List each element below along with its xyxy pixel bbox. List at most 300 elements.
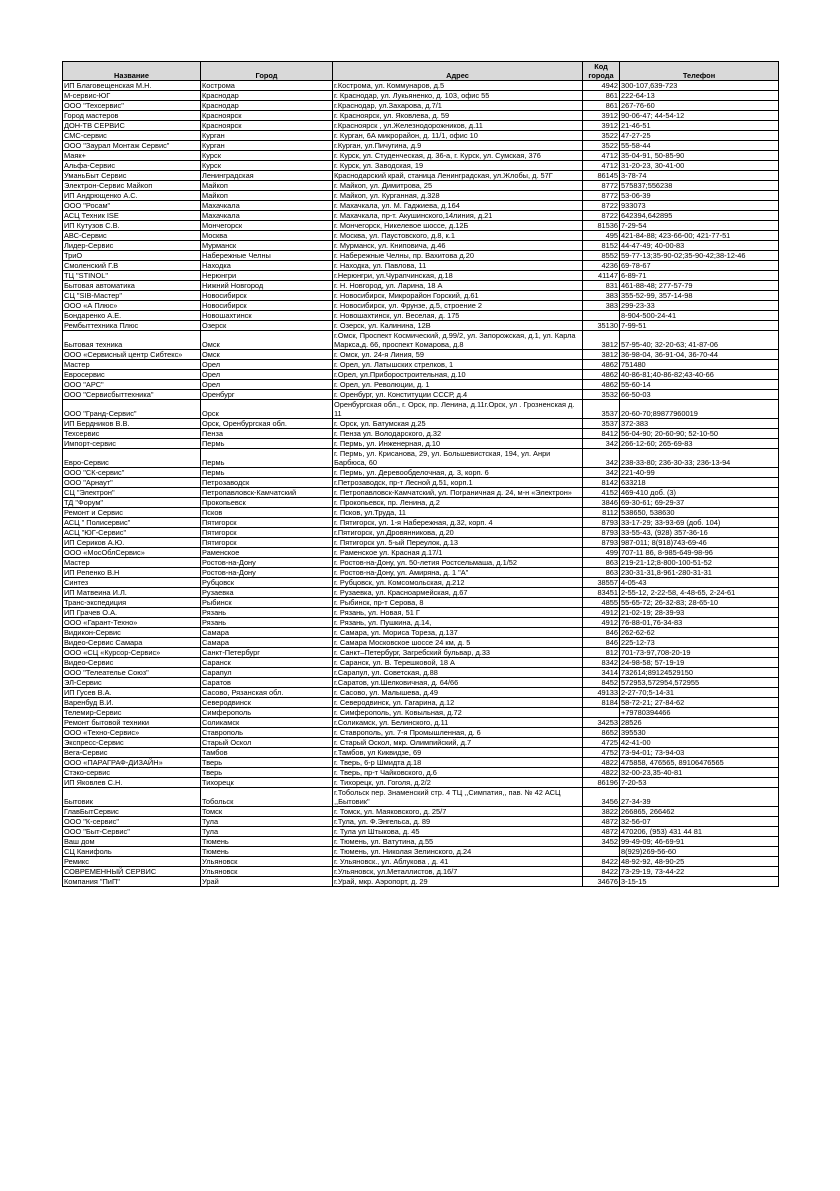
table-row — [63, 468, 779, 478]
cell-name: Вега-Сервис — [63, 748, 201, 758]
table-row — [63, 91, 779, 101]
cell-phone: 76-88-01,76-34-83 — [620, 618, 779, 628]
cell-name: ООО "Быт-Сервис" — [63, 827, 201, 837]
table-row — [63, 528, 779, 538]
table-row — [63, 508, 779, 518]
cell-name: СЦ Канифоль — [63, 847, 201, 857]
cell-code: 4712 — [583, 151, 620, 161]
cell-name: АСЦ " Полисервис" — [63, 518, 201, 528]
cell-phone: 469-410 доб. (3) — [620, 488, 779, 498]
cell-address: г. Пятигорск ул. 5-ый Переулок, д.13 — [333, 538, 583, 548]
cell-name: Транс-экспедиция — [63, 598, 201, 608]
cell-code: 846 — [583, 638, 620, 648]
cell-phone: 27-34-39 — [620, 788, 779, 807]
cell-address: г. Красноярск, ул. Яковлева, д. 59 — [333, 111, 583, 121]
cell-city: Нижний Новгород — [201, 281, 333, 291]
cell-city: Ростов-на-Дону — [201, 558, 333, 568]
cell-phone: 230-31-31,8-961-280-31-31 — [620, 568, 779, 578]
cell-address: г. Сасово, ул. Малышева, д.49 — [333, 688, 583, 698]
cell-city: Краснодар — [201, 91, 333, 101]
table-row — [63, 608, 779, 618]
cell-address: г. Мурманск, ул. Книповича, д.46 — [333, 241, 583, 251]
cell-code: 8793 — [583, 528, 620, 538]
table-row — [63, 331, 779, 350]
cell-name: ООО "Сервисбыттехника" — [63, 390, 201, 400]
cell-name: ИП Благовещенская М.Н. — [63, 81, 201, 91]
cell-name: Город мастеров — [63, 111, 201, 121]
table-row — [63, 618, 779, 628]
cell-address: г. Новосибирск, ул. Фрунзе, д.5, строение 2 — [333, 301, 583, 311]
cell-phone: 55-58-44 — [620, 141, 779, 151]
cell-address: г.Тамбов, ул Киквидзе, 69 — [333, 748, 583, 758]
cell-city: Орск — [201, 400, 333, 419]
cell-phone: 28526 — [620, 718, 779, 728]
cell-code: 4725 — [583, 738, 620, 748]
cell-phone: 8-904-500-24-41 — [620, 311, 779, 321]
cell-code: 8422 — [583, 867, 620, 877]
table-row — [63, 778, 779, 788]
cell-phone: 31-20-23, 30-41-00 — [620, 161, 779, 171]
cell-name: ООО "СК-сервис" — [63, 468, 201, 478]
cell-city: Красноярск — [201, 111, 333, 121]
table-row — [63, 301, 779, 311]
cell-city: Псков — [201, 508, 333, 518]
cell-code: 4862 — [583, 380, 620, 390]
cell-address: г. Рязань, ул. Пушкина, д.14, — [333, 618, 583, 628]
cell-address: г. Озерск, ул. Калинина, 12В — [333, 321, 583, 331]
cell-name: ТриО — [63, 251, 201, 261]
cell-code: 8412 — [583, 429, 620, 439]
header-city: Город — [201, 62, 333, 81]
cell-code: 846 — [583, 628, 620, 638]
cell-address: г. Новосибирск, Микрорайон Горский, д.61 — [333, 291, 583, 301]
cell-name: Варенбуд В.И. — [63, 698, 201, 708]
cell-name: ИП Матвеина И.Л. — [63, 588, 201, 598]
cell-name: ТД "Форум" — [63, 498, 201, 508]
cell-address: г. Махачкала, пр-т. Акушинского,14линия, д.21 — [333, 211, 583, 221]
cell-code: 812 — [583, 648, 620, 658]
cell-phone: 642394,642895 — [620, 211, 779, 221]
cell-phone: 7-20-53 — [620, 778, 779, 788]
cell-address: г. Пермь, ул. Крисанова, 29, ул. Большевистская, 194, ул. Анри Барбюса, 60 — [333, 449, 583, 468]
table-row — [63, 370, 779, 380]
cell-code: 4872 — [583, 827, 620, 837]
cell-code: 8652 — [583, 728, 620, 738]
table-row — [63, 81, 779, 91]
table-row — [63, 877, 779, 887]
table-row — [63, 738, 779, 748]
cell-name: ООО "Техсервис" — [63, 101, 201, 111]
cell-phone: 538650, 538630 — [620, 508, 779, 518]
cell-city: Махачкала — [201, 211, 333, 221]
cell-phone: 2-55-12, 2-22-58, 4-48-65, 2-24-61 — [620, 588, 779, 598]
cell-city: Тобольск — [201, 788, 333, 807]
cell-address: г. Псков, ул.Труда, 11 — [333, 508, 583, 518]
cell-code: 861 — [583, 91, 620, 101]
cell-code: 8452 — [583, 678, 620, 688]
cell-name: Техсервис — [63, 429, 201, 439]
cell-code: 4862 — [583, 370, 620, 380]
cell-city: Ставрополь — [201, 728, 333, 738]
cell-city: Тамбов — [201, 748, 333, 758]
header-phone: Телефон — [620, 62, 779, 81]
cell-name: ООО «Техно-Сервис» — [63, 728, 201, 738]
cell-code: 8422 — [583, 857, 620, 867]
cell-city: Майкоп — [201, 181, 333, 191]
cell-city: Прокопьевск — [201, 498, 333, 508]
cell-code: 342 — [583, 439, 620, 449]
cell-city: Томск — [201, 807, 333, 817]
table-row — [63, 728, 779, 738]
cell-code: 863 — [583, 568, 620, 578]
table-row — [63, 439, 779, 449]
cell-city: Курск — [201, 161, 333, 171]
cell-code: 861 — [583, 101, 620, 111]
table-row — [63, 321, 779, 331]
cell-city: Тюмень — [201, 847, 333, 857]
cell-city: Саратов — [201, 678, 333, 688]
cell-phone: 57-95-40; 32-20-63; 41-87-06 — [620, 331, 779, 350]
cell-phone: 225-12-73 — [620, 638, 779, 648]
table-row — [63, 748, 779, 758]
cell-city: Новосибирск — [201, 291, 333, 301]
table-row — [63, 758, 779, 768]
cell-phone: 20-60-70;89877960019 — [620, 400, 779, 419]
cell-name: ООО "АРС" — [63, 380, 201, 390]
cell-name: Рембыттехника Плюс — [63, 321, 201, 331]
cell-address: г. Набережные Челны, пр. Вахитова д.20 — [333, 251, 583, 261]
cell-code: 3456 — [583, 788, 620, 807]
cell-city: Нерюнгри — [201, 271, 333, 281]
cell-phone: 32-00-23,35-40-81 — [620, 768, 779, 778]
cell-city: Самара — [201, 638, 333, 648]
table-row — [63, 837, 779, 847]
cell-city: Краснодар — [201, 101, 333, 111]
cell-code: 81536 — [583, 221, 620, 231]
cell-name: Лидер-Сервис — [63, 241, 201, 251]
cell-address: г. Оренбург, ул. Конституции СССР, д.4 — [333, 390, 583, 400]
table-row — [63, 419, 779, 429]
cell-address: г. Ростов-на-Дону, ул. Амиряна, д. 1 "А" — [333, 568, 583, 578]
cell-phone: 33-17-29; 33-93-69 (доб. 104) — [620, 518, 779, 528]
table-row — [63, 648, 779, 658]
cell-code: 4236 — [583, 261, 620, 271]
cell-phone: 933073 — [620, 201, 779, 211]
cell-name: ООО "Телеателье Союз" — [63, 668, 201, 678]
table-row — [63, 221, 779, 231]
cell-address: г.Нерюнгри, ул.Чурапчинская, д.18 — [333, 271, 583, 281]
cell-phone: 32-56-07 — [620, 817, 779, 827]
cell-city: Орск, Оренбургская обл. — [201, 419, 333, 429]
cell-address: г.Петрозаводск, пр-т Лесной д.51, корп.1 — [333, 478, 583, 488]
cell-code: 3452 — [583, 837, 620, 847]
cell-city: Урай — [201, 877, 333, 887]
cell-phone: 219-21-12;8-800-100-51-52 — [620, 558, 779, 568]
cell-phone: 221-40-99 — [620, 468, 779, 478]
cell-name: ИП Гусев В.А. — [63, 688, 201, 698]
cell-city: Мончегорск — [201, 221, 333, 231]
cell-name: ИП Кутузов С.В. — [63, 221, 201, 231]
cell-phone: 66-50-03 — [620, 390, 779, 400]
cell-city: Омск — [201, 350, 333, 360]
cell-code: 8772 — [583, 191, 620, 201]
cell-city: Тула — [201, 817, 333, 827]
cell-phone: 3-78-74 — [620, 171, 779, 181]
cell-address: г.Омск, Проспект Космический, д.99/2, ул. Запорожская, д.1, ул. Карла Маркса,д. 66, проспект Комарова, д.8 — [333, 331, 583, 350]
cell-address: г. Рыбинск, пр-т Серова, 8 — [333, 598, 583, 608]
table-row — [63, 688, 779, 698]
cell-address: г. Краснодар, ул. Лукьяненко, д. 103, офис 55 — [333, 91, 583, 101]
cell-phone: 633218 — [620, 478, 779, 488]
cell-name: Экспресс-Сервис — [63, 738, 201, 748]
cell-name: Импорт-сервис — [63, 439, 201, 449]
table-row — [63, 111, 779, 121]
cell-name: Ремонт и Сервис — [63, 508, 201, 518]
cell-phone: 707-11 86, 8-985-649-98-96 — [620, 548, 779, 558]
cell-address: г. Ставрополь, ул. 7-я Промышленная, д. 6 — [333, 728, 583, 738]
table-row — [63, 429, 779, 439]
cell-code: 3812 — [583, 331, 620, 350]
table-row — [63, 788, 779, 807]
cell-city: Санкт-Петербург — [201, 648, 333, 658]
cell-phone: 300-107,639-723 — [620, 81, 779, 91]
header-address: Адрес — [333, 62, 583, 81]
cell-city: Пермь — [201, 449, 333, 468]
cell-address: г.Кострома, ул. Коммунаров, д.5 — [333, 81, 583, 91]
cell-city: Махачкала — [201, 201, 333, 211]
cell-address: г. Раменское ул. Красная д.17/1 — [333, 548, 583, 558]
cell-name: Альфа-Сервис — [63, 161, 201, 171]
cell-phone: 751480 — [620, 360, 779, 370]
cell-city: Рязань — [201, 618, 333, 628]
cell-name: УманьБыт Сервис — [63, 171, 201, 181]
table-row — [63, 241, 779, 251]
cell-phone: 2-27-70;5-14-31 — [620, 688, 779, 698]
cell-city: Ростов-на-Дону — [201, 568, 333, 578]
table-row — [63, 350, 779, 360]
cell-code: 8142 — [583, 478, 620, 488]
table-row — [63, 578, 779, 588]
cell-city: Тихорецк — [201, 778, 333, 788]
cell-phone: 69-78-67 — [620, 261, 779, 271]
cell-address: г.Сарапул, ул. Советская, д.88 — [333, 668, 583, 678]
cell-phone: 8(929)269-56-60 — [620, 847, 779, 857]
cell-address: г.Орел, ул.Приборостроительная, д.10 — [333, 370, 583, 380]
cell-city: Раменское — [201, 548, 333, 558]
cell-city: Мурманск — [201, 241, 333, 251]
cell-address: г.Соликамск, ул. Белинского, д.11 — [333, 718, 583, 728]
cell-address: г. Орск, ул. Батумская д.25 — [333, 419, 583, 429]
cell-code: 8184 — [583, 698, 620, 708]
cell-code: 4912 — [583, 618, 620, 628]
cell-city: Пятигорск — [201, 518, 333, 528]
cell-phone: 987-011; 8(918)743-69-46 — [620, 538, 779, 548]
cell-code: 3537 — [583, 400, 620, 419]
cell-name: ИП Андрющенко А.С. — [63, 191, 201, 201]
cell-phone: 42-41-00 — [620, 738, 779, 748]
cell-name: Бытовая автоматика — [63, 281, 201, 291]
table-header — [63, 62, 779, 81]
cell-name: ИП Грачев О.А. — [63, 608, 201, 618]
cell-code: 383 — [583, 301, 620, 311]
cell-name: Телемир-Сервис — [63, 708, 201, 718]
cell-code: 8793 — [583, 518, 620, 528]
header-name: Название — [63, 62, 201, 81]
table-row — [63, 827, 779, 837]
cell-code: 3522 — [583, 141, 620, 151]
cell-address: г.Тула, ул. Ф.Энгельса, д. 89 — [333, 817, 583, 827]
cell-address: г. Пятигорск, ул. 1-я Набережная, д.32, корп. 4 — [333, 518, 583, 528]
cell-phone: 262-62-62 — [620, 628, 779, 638]
cell-name: АВС-Сервис — [63, 231, 201, 241]
cell-name: Компания "ПиП" — [63, 877, 201, 887]
cell-city: Рузаевка — [201, 588, 333, 598]
cell-name: АСЦ Техник ISE — [63, 211, 201, 221]
table-row — [63, 548, 779, 558]
cell-name: СОВРЕМЕННЫЙ СЕРВИС — [63, 867, 201, 877]
cell-name: Мастер — [63, 558, 201, 568]
cell-code: 4855 — [583, 598, 620, 608]
table-row — [63, 658, 779, 668]
cell-code: 3912 — [583, 121, 620, 131]
cell-address: г. Орел, ул. Революции, д. 1 — [333, 380, 583, 390]
table-row — [63, 171, 779, 181]
cell-phone: 24-98-58; 57-19-19 — [620, 658, 779, 668]
cell-phone: 732614;89124529150 — [620, 668, 779, 678]
table-row — [63, 251, 779, 261]
cell-code — [583, 847, 620, 857]
cell-name: СМС-сервис — [63, 131, 201, 141]
table-row — [63, 538, 779, 548]
table-body — [63, 81, 779, 887]
cell-phone: 575837;556238 — [620, 181, 779, 191]
cell-phone: 701-73-97,708-20-19 — [620, 648, 779, 658]
cell-name: ООО «СЦ «Курсор-Сервис» — [63, 648, 201, 658]
cell-city: Красноярск — [201, 121, 333, 131]
cell-address: г.Тобольск пер. Знаменский стр. 4 ТЦ ,,Симпатия,, пав. № 42 АСЦ ,,Бытовик" — [333, 788, 583, 807]
table-row — [63, 161, 779, 171]
cell-name: ООО «МосОблСервис» — [63, 548, 201, 558]
cell-city: Москва — [201, 231, 333, 241]
cell-code: 86145 — [583, 171, 620, 181]
table-row — [63, 598, 779, 608]
cell-code: 4942 — [583, 81, 620, 91]
cell-city: Тюмень — [201, 837, 333, 847]
cell-name: Электрон-Сервис Майкоп — [63, 181, 201, 191]
cell-address: г. Томск, ул. Маяковского, д. 25/7 — [333, 807, 583, 817]
table-row — [63, 131, 779, 141]
service-centers-table — [62, 61, 779, 887]
cell-phone: 73-29-19, 73-44-22 — [620, 867, 779, 877]
cell-city: Ульяновск — [201, 857, 333, 867]
cell-code: 3846 — [583, 498, 620, 508]
cell-phone: 266-12-60; 265-69-83 — [620, 439, 779, 449]
cell-address: г. Прокопьевск, пр. Ленина, д.2 — [333, 498, 583, 508]
cell-name: Евро-Сервис — [63, 449, 201, 468]
cell-phone: 222-64-13 — [620, 91, 779, 101]
cell-code: 8772 — [583, 181, 620, 191]
cell-phone: 99-49-09; 46-69-91 — [620, 837, 779, 847]
table-row — [63, 311, 779, 321]
cell-code: 499 — [583, 548, 620, 558]
cell-code: 34676 — [583, 877, 620, 887]
cell-address: г. Новошахтинск, ул. Веселая, д. 175 — [333, 311, 583, 321]
cell-name: Смоленский Г.В — [63, 261, 201, 271]
cell-address: г.Ульяновск, ул.Металлистов, д.16/7 — [333, 867, 583, 877]
cell-city: Саранск — [201, 658, 333, 668]
table-row — [63, 678, 779, 688]
cell-phone: 47-27-25 — [620, 131, 779, 141]
cell-phone: 48-92-92, 48-90-25 — [620, 857, 779, 867]
cell-code: 34253 — [583, 718, 620, 728]
cell-phone: 395530 — [620, 728, 779, 738]
cell-code: 342 — [583, 468, 620, 478]
table-row — [63, 568, 779, 578]
cell-code: 383 — [583, 291, 620, 301]
cell-city: Омск — [201, 331, 333, 350]
cell-code: 4752 — [583, 748, 620, 758]
table-row — [63, 698, 779, 708]
cell-code: 8722 — [583, 201, 620, 211]
cell-phone: 44-47-49; 40-00-83 — [620, 241, 779, 251]
cell-address: г. Рузаевка, ул. Красноармейская, д.67 — [333, 588, 583, 598]
cell-city: Пермь — [201, 468, 333, 478]
cell-phone: 355-52-99, 357-14-98 — [620, 291, 779, 301]
cell-phone: 58-72-21; 27-84-62 — [620, 698, 779, 708]
table-row — [63, 817, 779, 827]
cell-phone: 55-60-14 — [620, 380, 779, 390]
table-row — [63, 261, 779, 271]
cell-phone: 7-99-51 — [620, 321, 779, 331]
cell-address: г.Краснодар, ул.Захарова, д.7/1 — [333, 101, 583, 111]
cell-address: г. Махачкала, ул. М. Гаджиева, д.164 — [333, 201, 583, 211]
cell-city: Пермь — [201, 439, 333, 449]
cell-address: г. Северодвинск, ул. Гагарина, д.12 — [333, 698, 583, 708]
cell-address: г. Орел, ул. Латышских стрелков, 1 — [333, 360, 583, 370]
cell-address: г. Мончегорск, Никелевое шоссе, д.12Б — [333, 221, 583, 231]
cell-phone: 3-15-15 — [620, 877, 779, 887]
cell-code: 8152 — [583, 241, 620, 251]
table-row — [63, 231, 779, 241]
cell-city: Рубцовск — [201, 578, 333, 588]
cell-phone: 33-55-43, (928) 357-36-16 — [620, 528, 779, 538]
cell-city: Старый Оскол — [201, 738, 333, 748]
cell-phone: 35-04-91, 50-85-90 — [620, 151, 779, 161]
cell-phone: 372-383 — [620, 419, 779, 429]
cell-name: Бытовик — [63, 788, 201, 807]
cell-city: Новошахтинск — [201, 311, 333, 321]
cell-name: ООО "К-сервис" — [63, 817, 201, 827]
table-row — [63, 857, 779, 867]
cell-address: г. Москва, ул. Паустовского, д.8, к.1 — [333, 231, 583, 241]
cell-address: г. Тверь, 6-р Шмидта д.18 — [333, 758, 583, 768]
cell-code: 8112 — [583, 508, 620, 518]
cell-name: СЦ "SIB-Мастер" — [63, 291, 201, 301]
cell-address: г. Пермь, ул. Инженерная, д.10 — [333, 439, 583, 449]
cell-phone: 572953,572954,572955 — [620, 678, 779, 688]
cell-name: Бытовая техника — [63, 331, 201, 350]
cell-name: Ремонт бытовой техники — [63, 718, 201, 728]
cell-address: г. Тихорецк, ул. Гоголя, д.2/2 — [333, 778, 583, 788]
table-row — [63, 201, 779, 211]
cell-phone: 475858, 476565, 89106476565 — [620, 758, 779, 768]
cell-code: 8342 — [583, 658, 620, 668]
cell-name: ГлавБытСервис — [63, 807, 201, 817]
cell-code: 4712 — [583, 161, 620, 171]
cell-address: г. Петропавловск-Камчатский, ул. Пограничная д. 24, м-н «Электрон» — [333, 488, 583, 498]
cell-code: 4152 — [583, 488, 620, 498]
header-code: Код города — [583, 62, 620, 81]
